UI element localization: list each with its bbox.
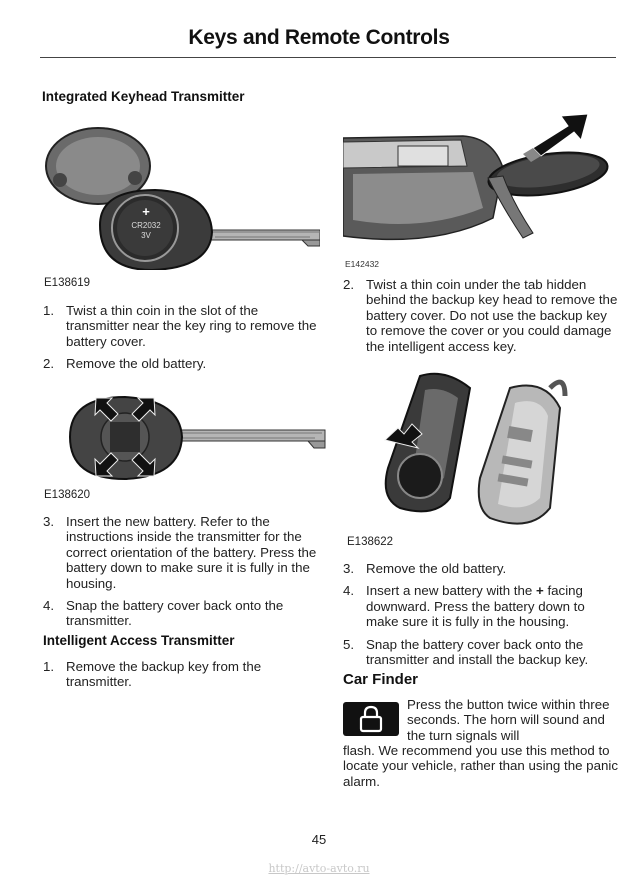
step-text-after: facing downward. Press the battery down to make sure it is fully in the housing. bbox=[366, 583, 585, 630]
page-title: Keys and Remote Controls bbox=[188, 26, 450, 49]
figure-transmitter-arrows bbox=[60, 392, 330, 487]
page-number: 45 bbox=[311, 832, 327, 847]
step-number: 4. bbox=[43, 598, 55, 614]
step-list bbox=[343, 277, 619, 361]
step-text: Twist a thin coin under the tab hidden behind the backup key head to remove the battery cover. Do not use the backup key to remove the cover or you could damage the intelligent access key. bbox=[366, 277, 618, 354]
list-item bbox=[343, 277, 619, 354]
title-divider bbox=[40, 57, 616, 58]
step-number: 2. bbox=[43, 356, 55, 372]
section-heading-intelligent-access: Intelligent Access Transmitter bbox=[43, 633, 235, 648]
list-item bbox=[343, 583, 619, 629]
step-list bbox=[43, 303, 323, 379]
step-text: Remove the old battery. bbox=[366, 561, 507, 576]
section-heading-car-finder: Car Finder bbox=[343, 671, 419, 688]
battery-plus-label: + bbox=[142, 204, 150, 219]
figure-code: E138620 bbox=[44, 489, 91, 501]
step-number: 2. bbox=[343, 277, 355, 292]
figure-code: E142432 bbox=[345, 259, 380, 269]
step-text: Remove the backup key from the transmitter. bbox=[66, 659, 262, 690]
step-text: Twist a thin coin in the slot of the transmitter near the key ring to remove the battery cover. bbox=[66, 303, 317, 349]
list-item bbox=[43, 514, 325, 591]
battery-model-label: CR2032 bbox=[131, 221, 161, 230]
figure-code: E138619 bbox=[44, 277, 91, 289]
step-list bbox=[43, 514, 325, 636]
lock-icon bbox=[358, 705, 384, 733]
footer-watermark-link[interactable]: http://avto-avto.ru bbox=[268, 862, 370, 875]
car-finder-text: flash. We recommend you use this method to locate your vehicle, rather than using the panic alarm. bbox=[343, 743, 618, 789]
intelligent-key-illustration bbox=[380, 368, 580, 538]
battery-voltage-label: 3V bbox=[141, 231, 151, 240]
lock-button-icon-box bbox=[343, 702, 399, 736]
car-finder-text-indented: Press the button twice within three seconds. The horn will sound and the turn signals will bbox=[407, 697, 610, 743]
keyhead-battery-illustration bbox=[40, 120, 320, 270]
step-number: 5. bbox=[343, 636, 355, 652]
transmitter-arrows-illustration bbox=[60, 392, 330, 487]
step-text: Insert the new battery. Refer to the instructions inside the transmitter for the correct orientation of the battery. Press the battery down to make sure it is fully in the housing. bbox=[66, 514, 317, 591]
list-item bbox=[43, 659, 325, 690]
step-text: Remove the old battery. bbox=[66, 356, 207, 372]
open-cover-illustration bbox=[343, 108, 615, 258]
figure-keyhead-battery bbox=[40, 120, 320, 270]
list-item bbox=[43, 303, 323, 349]
list-item bbox=[43, 356, 323, 371]
step-number: 3. bbox=[43, 514, 55, 529]
step-number: 1. bbox=[43, 659, 55, 674]
list-item bbox=[43, 598, 325, 629]
step-number: 3. bbox=[343, 561, 355, 576]
figure-open-cover bbox=[343, 108, 615, 258]
step-number: 4. bbox=[343, 583, 355, 599]
step-text: Snap the battery cover back onto the transmitter. bbox=[66, 598, 284, 629]
step-text: Snap the battery cover back onto the transmitter and install the backup key. bbox=[366, 636, 589, 668]
plus-symbol: + bbox=[536, 583, 544, 599]
section-heading-integrated-keyhead: Integrated Keyhead Transmitter bbox=[42, 89, 245, 104]
figure-intelligent-key bbox=[380, 368, 580, 538]
step-list bbox=[343, 561, 619, 674]
step-number: 1. bbox=[43, 303, 55, 318]
figure-code: E138622 bbox=[347, 536, 394, 548]
list-item bbox=[343, 637, 619, 668]
list-item bbox=[343, 561, 619, 576]
step-list bbox=[43, 659, 325, 697]
step-text-before: Insert a new battery with the bbox=[366, 583, 536, 599]
key-blade-shape bbox=[210, 230, 320, 246]
